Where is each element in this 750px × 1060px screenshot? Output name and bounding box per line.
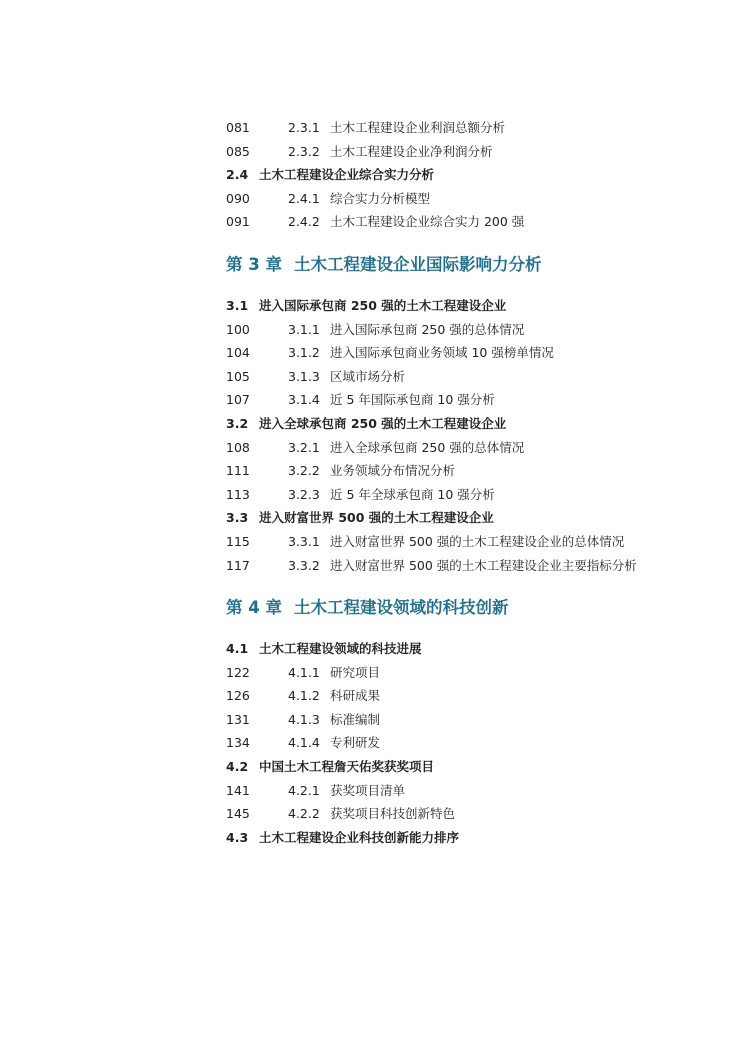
toc-entry	[226, 554, 726, 578]
section-heading	[226, 412, 726, 436]
subsection-title: 标准编制	[330, 711, 381, 727]
page-number: 117	[226, 557, 250, 573]
page-number: 081	[226, 120, 250, 135]
subsection-number: 3.1.2	[288, 345, 320, 361]
toc-entry	[226, 187, 726, 211]
subsection-number: 3.2.3	[288, 486, 320, 502]
page-number: 145	[226, 806, 250, 822]
subsection-title: 进入国际承包商 250 强的总体情况	[330, 321, 525, 337]
page-number: 091	[226, 214, 250, 230]
subsection-number: 2.3.2	[288, 143, 320, 159]
toc-entry	[226, 459, 726, 483]
section-heading	[226, 163, 726, 187]
toc-entry	[226, 140, 726, 164]
subsection-number: 3.1.3	[288, 368, 320, 384]
section-number: 3.3	[226, 510, 249, 526]
page-number: 108	[226, 439, 250, 455]
toc-entry	[226, 530, 726, 554]
subsection-number: 4.1.4	[288, 735, 320, 751]
subsection-number: 2.4.2	[288, 214, 320, 230]
section-number: 3.2	[226, 415, 249, 431]
section-number: 3.1	[226, 297, 249, 313]
subsection-number: 3.1.1	[288, 321, 320, 337]
subsection-number: 4.2.1	[288, 782, 320, 798]
subsection-title: 专利研发	[330, 735, 381, 751]
subsection-title: 土木工程建设企业综合实力 200 强	[330, 214, 525, 230]
toc-entry	[226, 341, 726, 365]
section-heading	[226, 826, 726, 850]
section-number: 4.1	[226, 641, 249, 657]
chapter-heading	[226, 250, 726, 280]
page-number: 126	[226, 688, 250, 704]
subsection-number: 4.2.2	[288, 806, 320, 822]
section-number: 4.3	[226, 829, 249, 845]
subsection-number: 3.1.4	[288, 392, 320, 408]
subsection-title: 区域市场分析	[330, 368, 406, 384]
page-number: 105	[226, 368, 250, 384]
subsection-number: 2.4.1	[288, 190, 320, 206]
subsection-title: 获奖项目清单	[330, 782, 406, 798]
section-heading	[226, 637, 726, 661]
toc-entry	[226, 365, 726, 389]
chapter-label: 第 3 章	[226, 254, 282, 274]
chapter-title: 土木工程建设企业国际影响力分析	[294, 254, 542, 274]
section-title: 进入国际承包商 250 强的土木工程建设企业	[259, 297, 507, 313]
section-number: 4.2	[226, 759, 249, 775]
toc-entry	[226, 210, 726, 234]
subsection-title: 综合实力分析模型	[330, 190, 431, 206]
page-number: 085	[226, 143, 250, 159]
subsection-title: 近 5 年全球承包商 10 强分析	[330, 486, 495, 502]
chapter-label: 第 4 章	[226, 598, 282, 618]
subsection-title: 进入财富世界 500 强的土木工程建设企业的总体情况	[330, 533, 625, 549]
section-title: 土木工程建设企业科技创新能力排序	[259, 829, 460, 845]
section-title: 土木工程建设企业综合实力分析	[259, 167, 435, 183]
subsection-title: 近 5 年国际承包商 10 强分析	[330, 392, 495, 408]
page-number: 141	[226, 782, 250, 798]
section-title: 中国土木工程詹天佑奖获奖项目	[259, 759, 435, 775]
subsection-title: 土木工程建设企业利润总额分析	[330, 120, 506, 135]
page-number: 100	[226, 321, 250, 337]
toc-entry	[226, 483, 726, 507]
toc-entry	[226, 661, 726, 685]
table-of-contents	[226, 116, 726, 849]
page-number: 104	[226, 345, 250, 361]
page-number: 122	[226, 664, 250, 680]
page-number: 131	[226, 711, 250, 727]
page-number: 107	[226, 392, 250, 408]
toc-entry	[226, 436, 726, 460]
toc-entry	[226, 779, 726, 803]
subsection-title: 进入全球承包商 250 强的总体情况	[330, 439, 525, 455]
subsection-title: 科研成果	[330, 688, 381, 704]
subsection-number: 3.2.2	[288, 463, 320, 479]
subsection-title: 获奖项目科技创新特色	[330, 806, 456, 822]
subsection-title: 业务领域分布情况分析	[330, 463, 456, 479]
toc-entry	[226, 116, 726, 140]
page-number: 113	[226, 486, 250, 502]
toc-entry	[226, 318, 726, 342]
toc-entry	[226, 684, 726, 708]
section-heading	[226, 506, 726, 530]
subsection-title: 土木工程建设企业净利润分析	[330, 143, 493, 159]
subsection-number: 3.3.1	[288, 533, 320, 549]
section-title: 进入全球承包商 250 强的土木工程建设企业	[259, 415, 507, 431]
page-number: 134	[226, 735, 250, 751]
subsection-number: 4.1.2	[288, 688, 320, 704]
toc-entry	[226, 708, 726, 732]
subsection-title: 进入国际承包商业务领域 10 强榜单情况	[330, 345, 554, 361]
chapter-heading	[226, 593, 726, 623]
section-title: 土木工程建设领域的科技进展	[259, 641, 422, 657]
subsection-number: 3.2.1	[288, 439, 320, 455]
subsection-number: 3.3.2	[288, 557, 320, 573]
subsection-number: 4.1.3	[288, 711, 320, 727]
section-number: 2.4	[226, 167, 249, 183]
subsection-title: 研究项目	[330, 664, 381, 680]
toc-entry	[226, 388, 726, 412]
chapter-title: 土木工程建设领域的科技创新	[294, 598, 509, 618]
section-title: 进入财富世界 500 强的土木工程建设企业	[259, 510, 494, 526]
section-heading	[226, 755, 726, 779]
toc-entry	[226, 802, 726, 826]
section-heading	[226, 294, 726, 318]
page-number: 111	[226, 463, 250, 479]
page-number: 090	[226, 190, 250, 206]
subsection-title: 进入财富世界 500 强的土木工程建设企业主要指标分析	[330, 557, 637, 573]
toc-entry	[226, 731, 726, 755]
page-number: 115	[226, 533, 250, 549]
subsection-number: 4.1.1	[288, 664, 320, 680]
subsection-number: 2.3.1	[288, 120, 320, 135]
